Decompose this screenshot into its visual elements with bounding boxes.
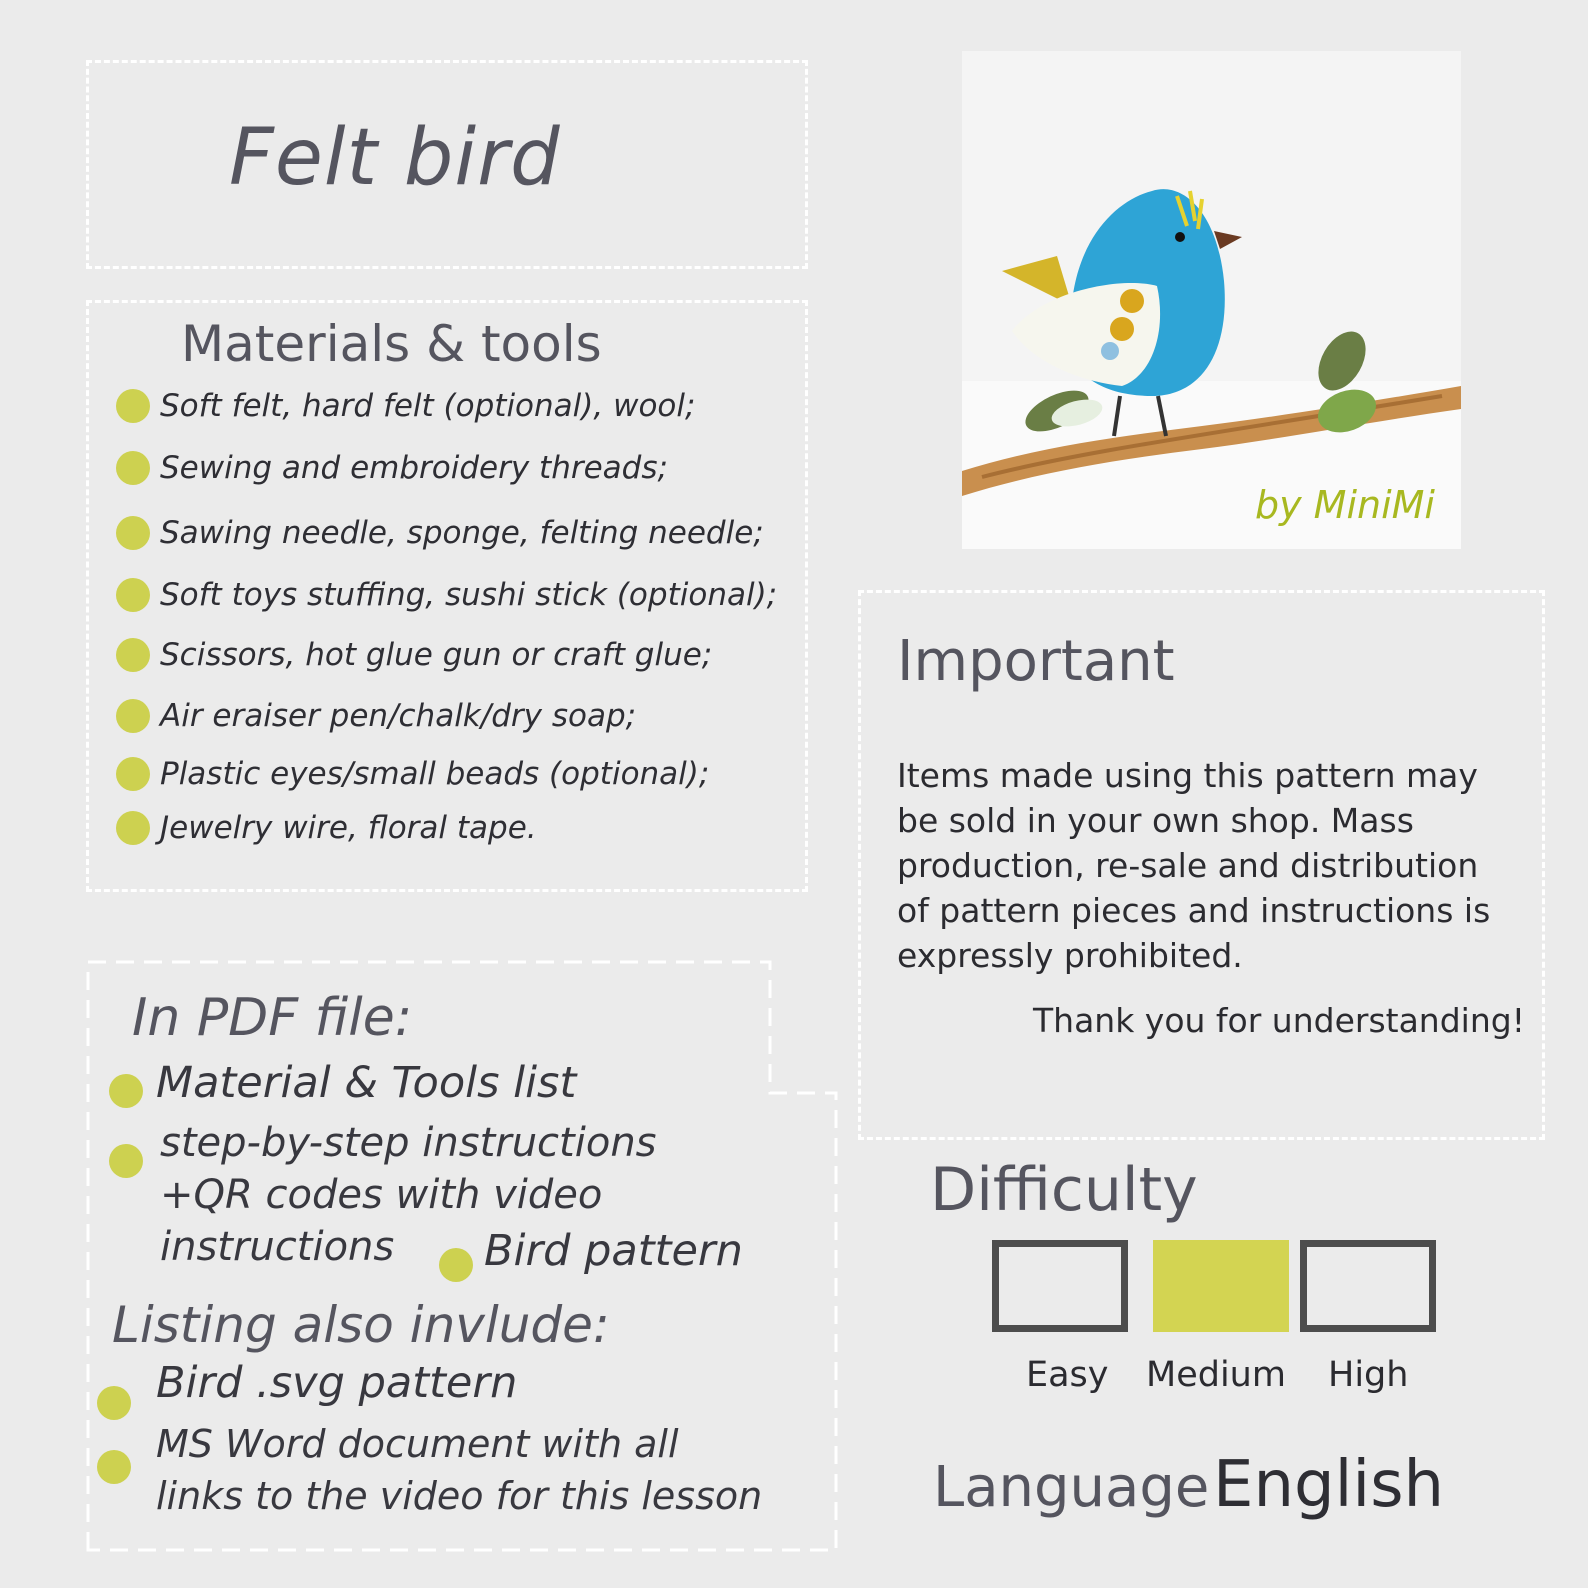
difficulty-easy-box [992, 1240, 1128, 1332]
bullet-dot-icon [116, 578, 150, 612]
bullet-dot-icon [116, 757, 150, 791]
pdf-contents-panel [86, 960, 836, 1552]
language-value: English [1213, 1448, 1445, 1522]
important-heading: Important [897, 629, 1175, 694]
list-item: Soft toys stuffing, sushi stick (optional); [116, 577, 777, 613]
important-panel [858, 590, 1545, 1140]
difficulty-label-high: High [1328, 1355, 1409, 1395]
difficulty-medium-box [1153, 1240, 1289, 1332]
bullet-dot-icon [116, 811, 150, 845]
difficulty-high-box [1300, 1240, 1436, 1332]
difficulty-label-medium: Medium [1146, 1355, 1286, 1395]
listing-item-word-doc-line2: links to the video for this lesson [156, 1474, 763, 1518]
materials-heading: Materials & tools [181, 315, 602, 373]
bullet-dot-icon [116, 516, 150, 550]
felt-bird-illustration [962, 51, 1461, 549]
bullet-dot-icon [116, 638, 150, 672]
listing-heading: Listing also invlude: [112, 1296, 610, 1354]
list-item: Plastic eyes/small beads (optional); [116, 756, 709, 792]
pdf-item-material-list: Material & Tools list [156, 1058, 577, 1108]
bullet-dot-icon [109, 1074, 143, 1108]
bullet-dot-icon [116, 699, 150, 733]
listing-item-svg-pattern: Bird .svg pattern [156, 1358, 518, 1408]
thanks-text: Thank you for understanding! [1033, 1001, 1525, 1040]
pdf-heading: In PDF file: [132, 988, 413, 1048]
bullet-dot-icon [97, 1386, 131, 1420]
list-item: Air eraiser pen/chalk/dry soap; [116, 698, 636, 734]
materials-panel [86, 300, 808, 892]
list-item: Sawing needle, sponge, felting needle; [116, 515, 764, 551]
difficulty-heading: Difficulty [930, 1155, 1198, 1225]
list-item: Scissors, hot glue gun or craft glue; [116, 637, 712, 673]
page-title: Felt bird [229, 113, 561, 203]
important-text: Items made using this pattern may be sold in your own shop. Mass production, re-sale and distribution of pattern pieces and instructions is expressly prohibited. [897, 756, 1491, 975]
list-item: Jewelry wire, floral tape. [116, 810, 537, 846]
bullet-dot-icon [116, 451, 150, 485]
bullet-dot-icon [97, 1450, 131, 1484]
language-label: Language [933, 1455, 1210, 1520]
bullet-dot-icon [439, 1248, 473, 1282]
list-item: Sewing and embroidery threads; [116, 450, 668, 486]
pdf-item-instructions-line3: instructions [160, 1224, 395, 1270]
listing-item-word-doc-line1: MS Word document with all [156, 1422, 679, 1466]
bullet-dot-icon [109, 1144, 143, 1178]
pdf-item-instructions-line1: step-by-step instructions [160, 1120, 657, 1166]
bullet-dot-icon [116, 389, 150, 423]
difficulty-label-easy: Easy [1026, 1355, 1109, 1395]
pdf-item-instructions-line2: +QR codes with video [160, 1172, 603, 1218]
photo-watermark: by MiniMi [1254, 483, 1435, 527]
product-photo [962, 51, 1461, 549]
title-panel [86, 60, 808, 269]
pdf-item-bird-pattern: Bird pattern [484, 1226, 743, 1276]
list-item: Soft felt, hard felt (optional), wool; [116, 388, 695, 424]
